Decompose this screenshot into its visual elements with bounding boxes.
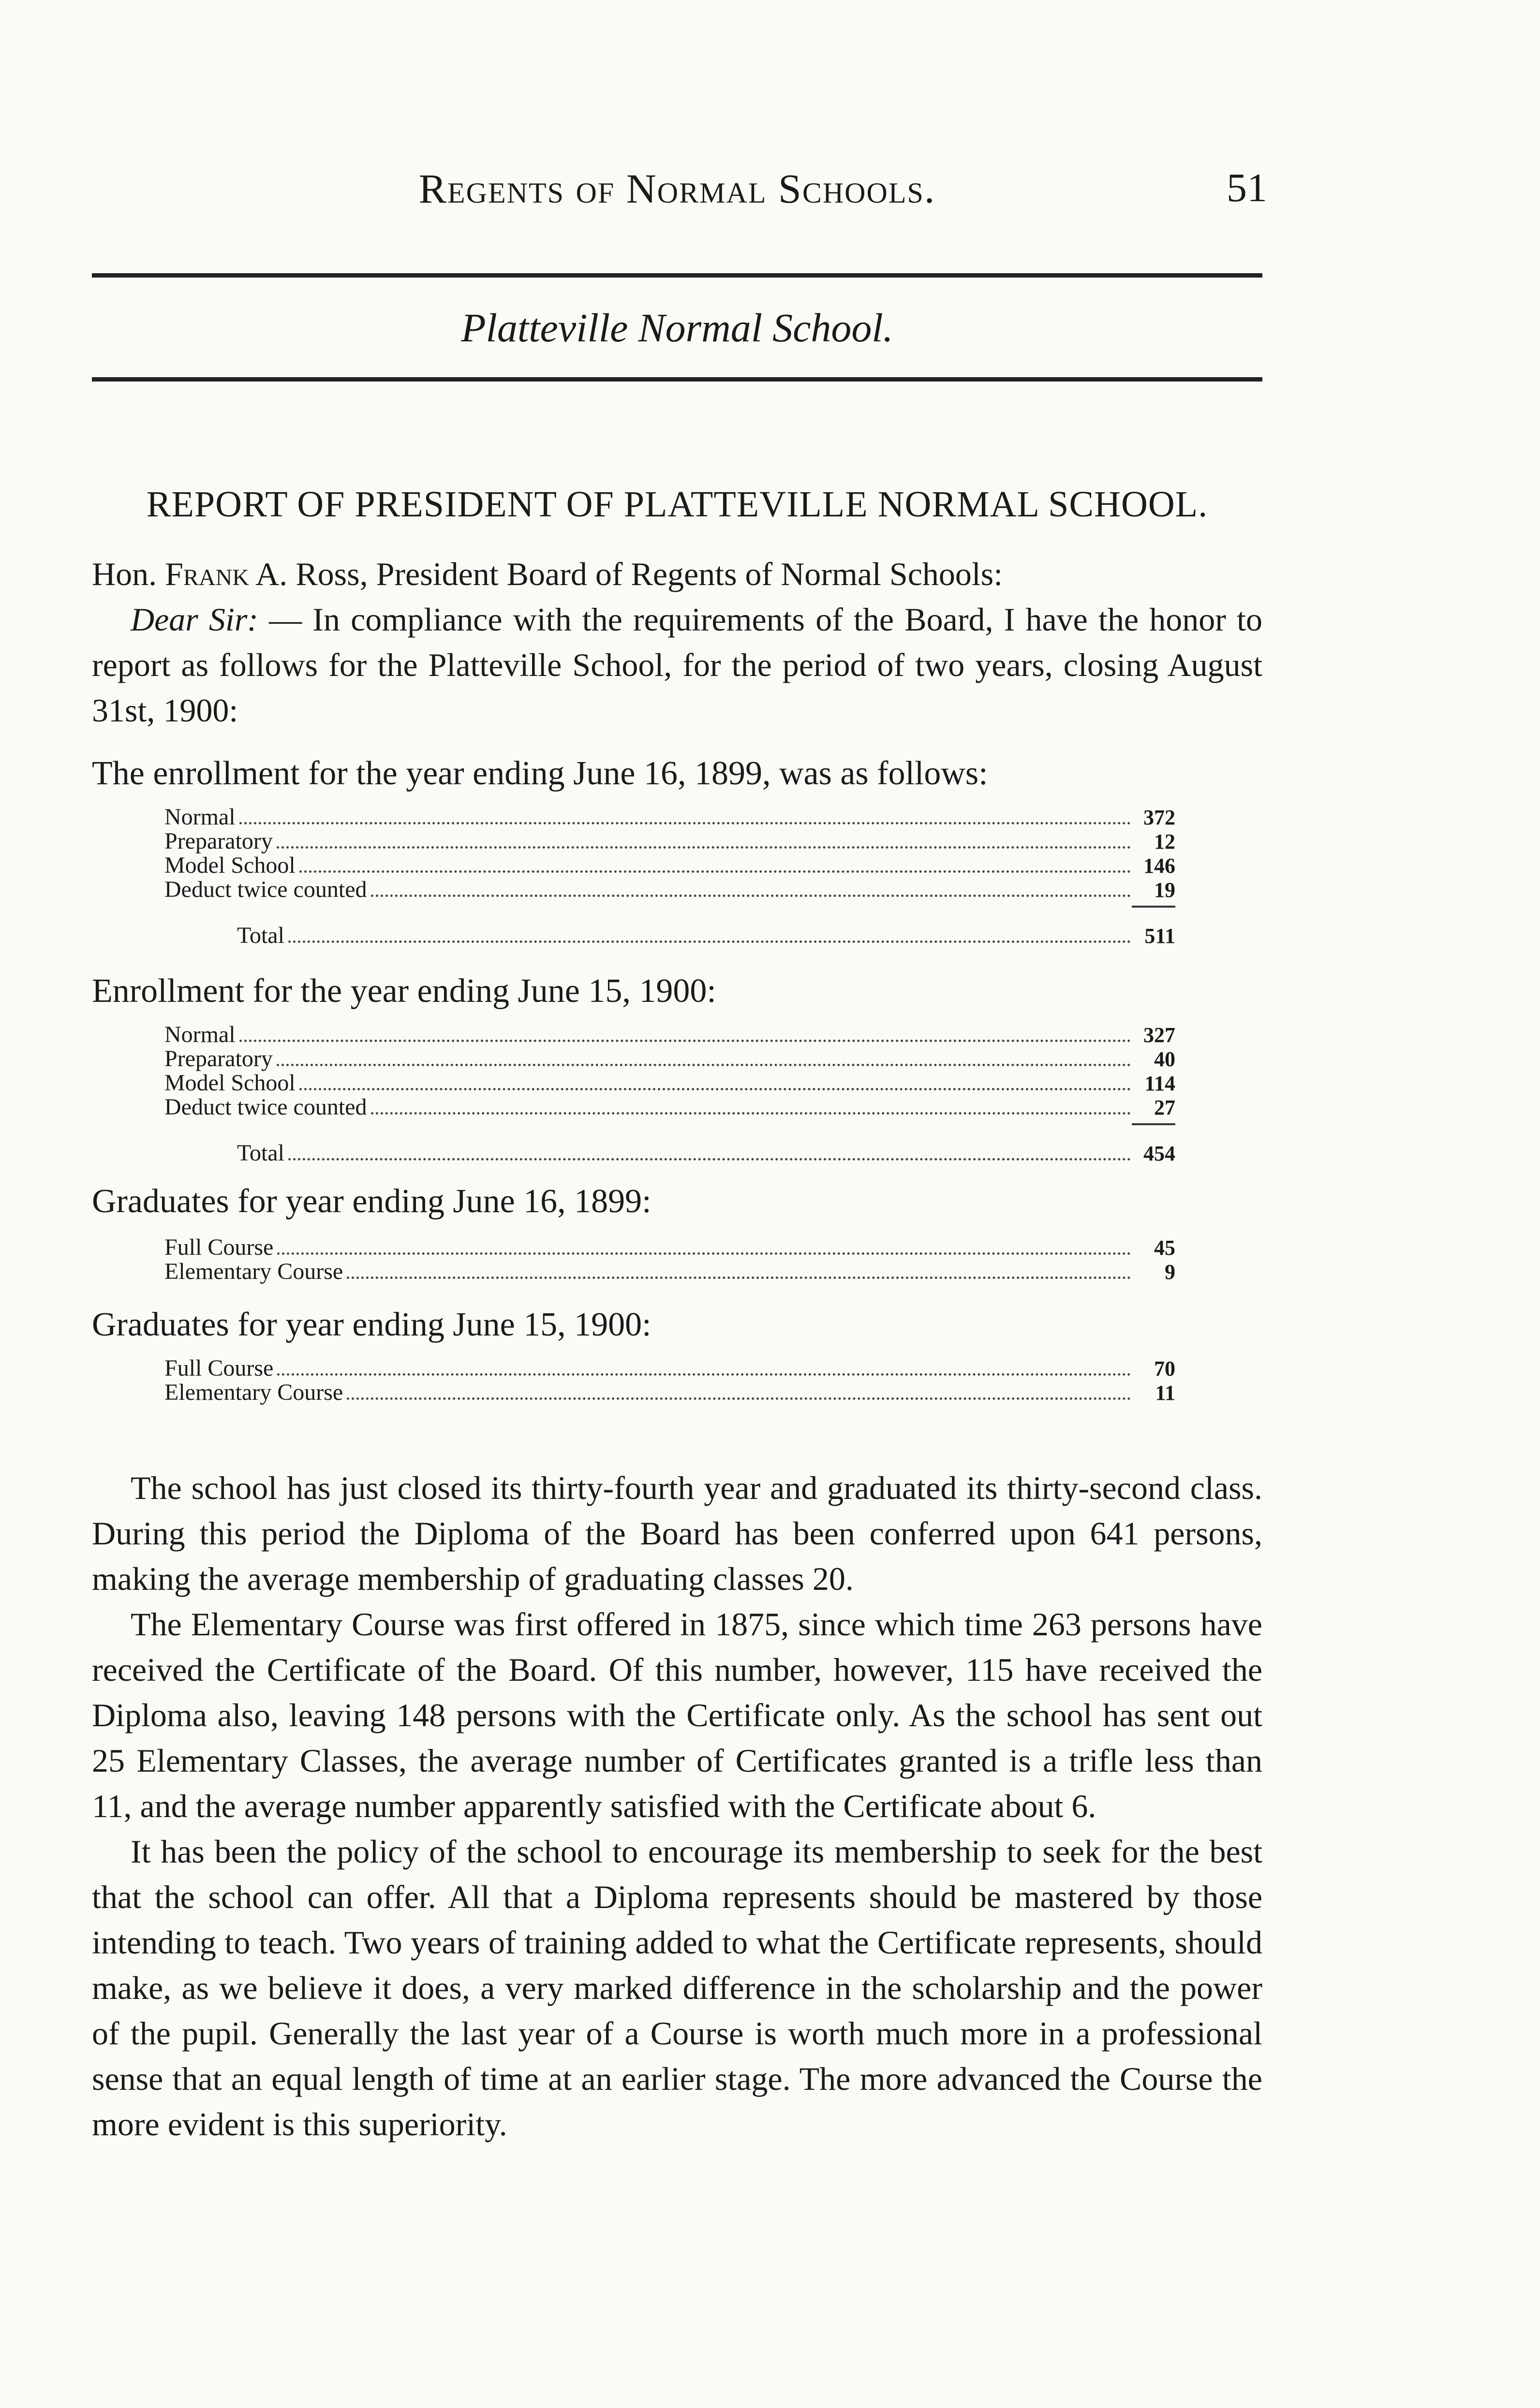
total-row: Total 454 [237, 1140, 1175, 1166]
page-number: 51 [1227, 165, 1267, 210]
enrollment-1900-heading: Enrollment for the year ending June 15, 1900: [92, 972, 716, 1010]
enrollment-1899-table [164, 805, 1175, 948]
table-row: Deduct twice counted 19 [164, 877, 1175, 902]
report-intro [92, 551, 1262, 733]
intro-paragraph: Dear Sir: — In compliance with the requirements of the Board, I have the honor to report as follows for the Platteville School, for the period of two years, closing August 31st, 1900: [92, 601, 1262, 729]
graduates-1900-heading: Graduates for year ending June 15, 1900: [92, 1306, 652, 1343]
report-title: REPORT OF PRESIDENT OF PLATTEVILLE NORMAL SCHOOL. [146, 484, 1208, 525]
sum-rule [1132, 906, 1175, 908]
header-rule-top [92, 273, 1262, 278]
running-title: Regents of Normal Schools. [418, 165, 936, 212]
enrollment-1899-heading: The enrollment for the year ending June 16, 1899, was as follows: [92, 755, 988, 792]
table-row: Preparatory 12 [164, 828, 1175, 854]
paragraph: The Elementary Course was first offered in 1875, since which time 263 persons have received the Certificate of the Board. Of this number, however, 115 have received the Diploma also, leaving 148 persons with the Certificate only. As the school has sent out 25 Elementary Classes, the average number of Certificates granted is a trifle less than 11, and the average number apparently satisfied with the Certificate about 6. [92, 1606, 1262, 1824]
table-row: Normal 372 [164, 804, 1175, 830]
enrollment-1900-table [164, 1023, 1175, 1165]
table-row: Elementary Course 11 [164, 1380, 1175, 1405]
header-rule-bottom [92, 377, 1262, 382]
table-row: Deduct twice counted 27 [164, 1094, 1175, 1120]
table-row: Full Course 45 [164, 1234, 1175, 1260]
table-row: Normal 327 [164, 1022, 1175, 1047]
table-row: Preparatory 40 [164, 1046, 1175, 1072]
running-header [92, 164, 1267, 218]
salutation: Hon. Frank A. Ross, President Board of Regents of Normal Schools: [92, 556, 1003, 592]
table-row: Elementary Course 9 [164, 1259, 1175, 1284]
table-row: Full Course 70 [164, 1355, 1175, 1381]
report-body [92, 1465, 1262, 2147]
table-row: Model School 114 [164, 1070, 1175, 1096]
graduates-1900-table [164, 1356, 1175, 1405]
sum-rule [1132, 1123, 1175, 1125]
paragraph: The school has just closed its thirty-fourth year and graduated its thirty-second class. During this period the Diploma of the Board has been conferred upon 641 persons, making the average membership of graduating classes 20. [92, 1469, 1262, 1597]
table-row: Model School 146 [164, 852, 1175, 878]
graduates-1899-table [164, 1235, 1175, 1284]
total-row: Total 511 [237, 923, 1175, 948]
paragraph: It has been the policy of the school to encourage its membership to seek for the best that the school can offer. All that a Diploma represents should be mastered by those intending to teach. Two years of training added to what the Certificate represents, should make, as we believe it does, a very marked difference in the scholarship and the power of the pupil. Generally the last year of a Course is worth much more in a professional sense that an equal length of time at an earlier stage. The more advanced the Course the more evident is this superiority. [92, 1833, 1262, 2143]
graduates-1899-heading: Graduates for year ending June 16, 1899: [92, 1183, 652, 1220]
section-title: Platteville Normal School. [461, 306, 893, 351]
